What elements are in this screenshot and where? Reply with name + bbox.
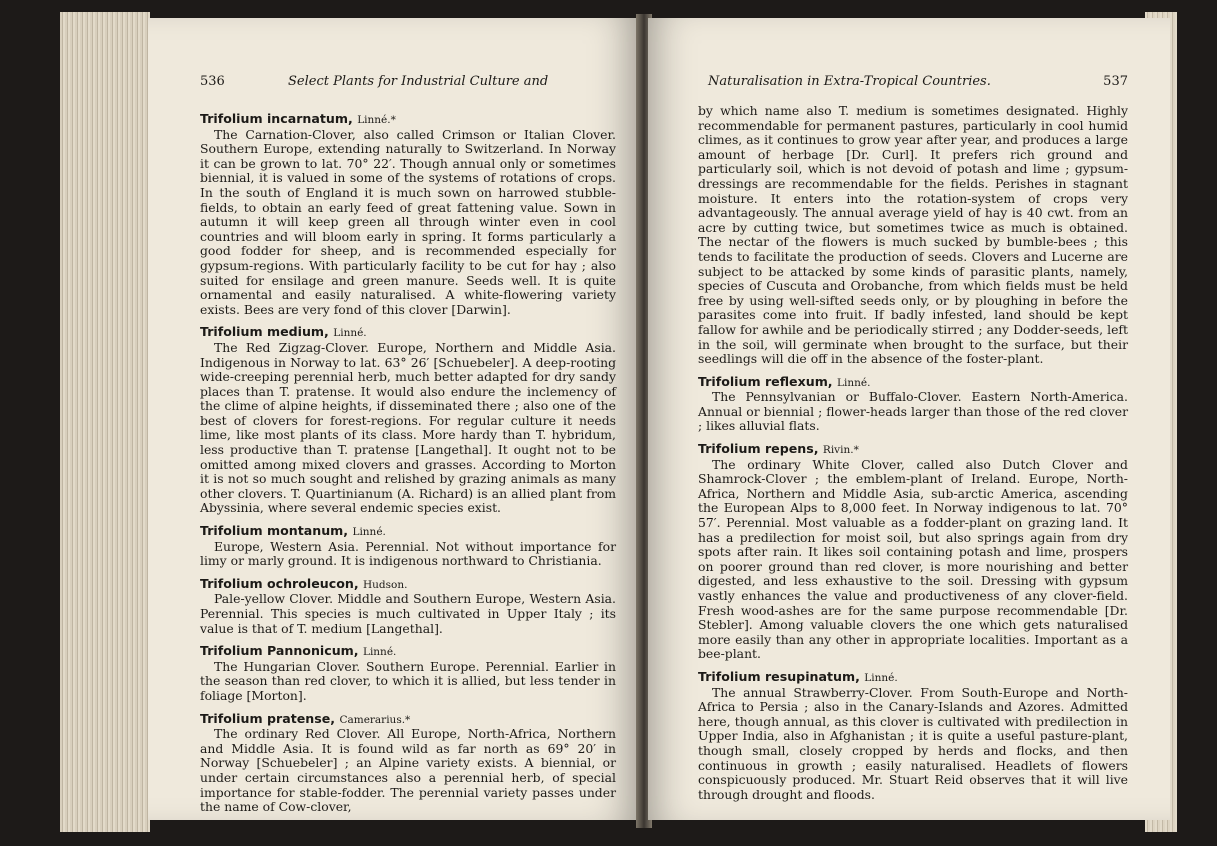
entry bbox=[200, 577, 616, 636]
entry-body: Europe, Western Asia. Perennial. Not without importance for limy or marly ground. It is indigenous northward to Christiania. bbox=[200, 538, 616, 569]
entry-body: The ordinary White Clover, called also Dutch Clover and Shamrock-Clover ; the emblem-plant of Ireland. Europe, North-Africa, Northern and Middle Asia, sub-arctic America, ascending the European Alps to 8,000 feet. In Norway indigenous to lat. 70° 57′. Perennial. Most valuable as a fodder-plant on grazing land. It has a predilection for moist soil, but also springs again from dry spots after rain. It likes soil containing potash and lime, prospers on poorer ground than red clover, is more nourishing and better digested, and less exhaustive to the soil. Dressing with gypsum vastly enhances the value and productiveness of any clover-field. Fresh wood-ashes are for the same purpose recommendable [Dr. Stebler]. Among valuable clovers the one which gets naturalised more easily than any other in appropriate localities. Important as a bee-plant. bbox=[698, 456, 1128, 662]
left-page-text bbox=[200, 104, 616, 823]
species-heading: Trifolium repens, Rivin.* bbox=[698, 441, 859, 457]
continuation-paragraph: by which name also T. medium is sometimes designated. Highly recommendable for permanent pastures, particularly in cool humid climes, as it continues to grow year after year, and produces a large amount of herbage [Dr. Curl]. It prefers rich ground and particularly soil, which is not devoid of potash and lime ; gypsum-dressings are recommendable for the fields. Perishes in stagnant moisture. It enters into the rotation-system of crops very advantageously. The annual average yield of hay is 40 cwt. from an acre by cutting twice, but sometimes twice as much is obtained. The nectar of the flowers is much sucked by bumble-bees ; this tends to facilitate the production of seeds. Clovers and Lucerne are subject to be attacked by some kinds of parasitic plants, namely, species of Cuscuta and Orobanche, from which fields must be held free by using well-sifted seeds only, or by ploughing in before the parasites come into fruit. If badly infested, land should be kept fallow for awhile and be periodically stirred ; any Dodder-seeds, left in the soil, will germinate when brought to the surface, but their seedlings will die off in the absence of the foster-plant. bbox=[698, 103, 1128, 367]
entry bbox=[698, 442, 1128, 662]
entry bbox=[698, 375, 1128, 434]
species-heading: Trifolium reflexum, Linné. bbox=[698, 373, 871, 389]
authority: Linné. bbox=[333, 327, 367, 340]
entry bbox=[200, 325, 616, 516]
species-heading: Trifolium resupinatum, Linné. bbox=[698, 668, 898, 684]
entry-body: The annual Strawberry-Clover. From South-Europe and North-Africa to Persia ; also in the Canary-Islands and Azores. Admitted here, though annual, as this clover is cultivated with predilection in Upper India, also in Afghanistan ; it is quite a useful pasture-plant, though small, closely cropped by herds and flocks, and then continuous in growth ; easily naturalised. Headlets of flowers conspicuously produced. Mr. Stuart Reid observes that it will live through drought and floods. bbox=[698, 684, 1128, 802]
entry-body: The Red Zigzag-Clover. Europe, Northern and Middle Asia. Indigenous in Norway to lat. 63° 26′ [Schuebeler]. A deep-rooting wide-creeping perennial herb, much better adapted for dry sandy places than T. pratense. It would also endure the inclemency of the clime of alpine heights, if disseminated there ; also one of the best of clovers for forest-regions. For regular culture it needs lime, like most plants of its class. More hardy than T. hybridum, less productive than T. pratense [Langethal]. It ought not to be omitted among mixed clovers and grasses. According to Morton it is not so much sought and relished by grazing animals as many other clovers. T. Quartinianum (A. Richard) is an allied plant from Abyssinia, where several endemic species exist. bbox=[200, 339, 616, 516]
species-heading: Trifolium Pannonicum, Linné. bbox=[200, 643, 397, 659]
entry-body: The ordinary Red Clover. All Europe, North-Africa, Northern and Middle Asia. It is found wild as far north as 69° 20′ in Norway [Schuebeler] ; an Alpine variety exists. A biennial, or under certain circumstances also a perennial herb, of special importance for stable-fodder. The perennial variety passes under the name of Cow-clover, bbox=[200, 726, 616, 815]
left-page-edges bbox=[60, 12, 150, 832]
entry-body: The Hungarian Clover. Southern Europe. Perennial. Earlier in the season than red clover, to which it is allied, but less tender in foliage [Morton]. bbox=[200, 658, 616, 703]
entry bbox=[200, 712, 616, 815]
species-heading: Trifolium incarnatum, Linné.* bbox=[200, 111, 396, 126]
authority: Linné.* bbox=[357, 114, 396, 126]
authority: Linné. bbox=[837, 376, 871, 389]
page-number: 536 bbox=[200, 74, 225, 89]
running-title: Naturalisation in Extra-Tropical Countries. bbox=[708, 74, 991, 89]
entry bbox=[200, 112, 616, 317]
authority: Camerarius.* bbox=[339, 713, 411, 726]
page-number: 537 bbox=[1103, 74, 1128, 89]
left-page bbox=[148, 18, 642, 820]
right-page-text bbox=[698, 104, 1128, 810]
entry-body: Pale-yellow Clover. Middle and Southern Europe, Western Asia. Perennial. This species is much cultivated in Upper Italy ; its value is that of T. medium [Langethal]. bbox=[200, 591, 616, 636]
authority: Linné. bbox=[362, 646, 397, 659]
species-heading: Trifolium ochroleucon, Hudson. bbox=[200, 575, 408, 591]
species-heading: Trifolium medium, Linné. bbox=[200, 324, 367, 340]
species-heading: Trifolium pratense, Camerarius.* bbox=[200, 710, 411, 726]
entry-body: The Pennsylvanian or Buffalo-Clover. Eastern North-America. Annual or biennial ; flower-heads larger than those of the red clover ; likes alluvial flats. bbox=[698, 389, 1128, 434]
entry-body: The Carnation-Clover, also called Crimson or Italian Clover. Southern Europe, extending naturally to Switzerland. In Norway it can be grown to lat. 70° 22′. Though annual only or sometimes biennial, it is valued in some of the systems of rotations of crops. In the south of England it is much sown on harrowed stubble-fields, to obtain an early feed of great fattening value. Sown in autumn it will keep green all through winter even in cool countries and will bloom early in spring. It forms particularly a good fodder for sheep, and is recommended especially for gypsum-regions. With particularly facility to be cut for hay ; also suited for ensilage and green manure. Seeds well. It is quite ornamental and easily naturalised. A white-flowering variety exists. Bees are very fond of this clover [Darwin]. bbox=[200, 126, 616, 317]
authority: Linné. bbox=[352, 526, 386, 539]
authority: Linné. bbox=[864, 671, 898, 684]
authority: Hudson. bbox=[363, 578, 408, 591]
running-title: Select Plants for Industrial Culture and bbox=[288, 74, 549, 89]
species-heading: Trifolium montanum, Linné. bbox=[200, 523, 386, 539]
entry bbox=[698, 670, 1128, 802]
authority: Rivin.* bbox=[822, 444, 859, 457]
right-page bbox=[648, 18, 1170, 820]
entry bbox=[200, 644, 616, 703]
entry bbox=[200, 524, 616, 569]
